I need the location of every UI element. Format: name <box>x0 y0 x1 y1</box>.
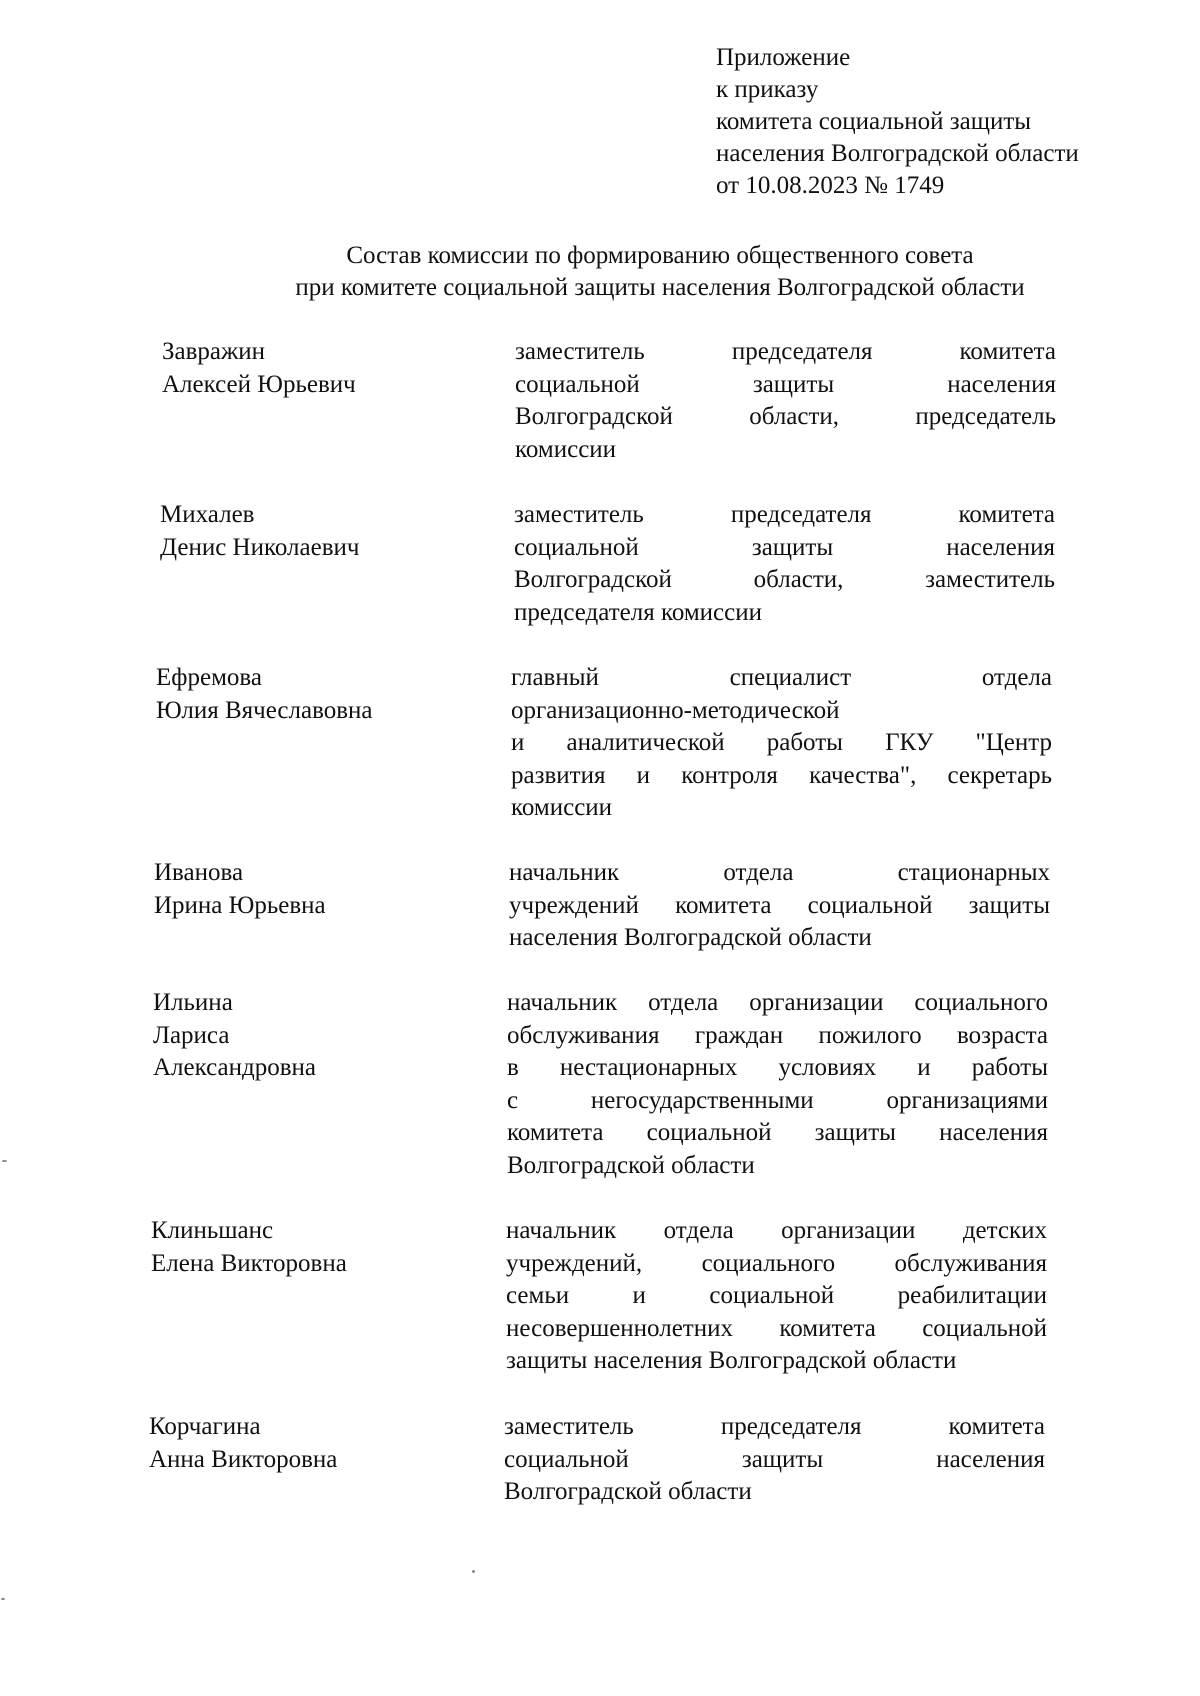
scan-speck <box>472 1570 475 1573</box>
member-position-line: Волгоградской области, заместитель <box>514 566 1055 593</box>
member-position <box>509 857 1050 955</box>
member-position <box>506 1215 1047 1378</box>
member-position-line: заместитель председателя комитета <box>504 1413 1045 1440</box>
member-position-line: в нестационарных условиях и работы <box>507 1054 1048 1081</box>
member-position-line: начальник отдела организации социального <box>507 989 1048 1016</box>
member-name-line: Елена Викторовна <box>151 1249 347 1277</box>
member-position-line: начальник отдела стационарных <box>509 859 1050 886</box>
member-name-line: Юлия Вячеславовна <box>156 696 373 724</box>
member-position-line: заместитель председателя комитета <box>514 501 1055 528</box>
member-position-line: учреждений комитета социальной защиты <box>509 891 1050 919</box>
title-line: Состав комиссии по формированию общественного совета <box>346 242 974 269</box>
appendix-line: населения Волгоградской области <box>716 140 1079 167</box>
member-name-line: Денис Николаевич <box>160 533 360 561</box>
member-name-line: Иванова <box>154 859 244 886</box>
scan-speck <box>1 1598 5 1600</box>
appendix-order-date: от 10.08.2023 № 1749 <box>716 172 945 199</box>
member-position-line: председателя комиссии <box>514 598 762 626</box>
member-position-line: Волгоградской области <box>504 1478 752 1505</box>
member-position-line: населения Волгоградской области <box>509 924 872 951</box>
member-name-line: Ильина <box>153 989 233 1016</box>
member-name-line: Клиньшанс <box>151 1217 274 1244</box>
member-position-line: развития и контроля качества", секретарь <box>511 761 1052 789</box>
member-position <box>504 1411 1045 1509</box>
member-name-line: Анна Викторовна <box>149 1445 338 1473</box>
scan-speck <box>2 1160 7 1162</box>
member-name-line: Ефремова <box>156 664 262 691</box>
member-position-line: семьи и социальной реабилитации <box>506 1282 1047 1309</box>
member-position-line: защиты населения Волгоградской области <box>506 1347 957 1374</box>
member-position <box>515 336 1056 466</box>
document-title <box>160 240 1160 304</box>
appendix-header <box>716 42 1079 202</box>
member-position-line: главный специалист отдела <box>511 664 1052 691</box>
member-position <box>507 987 1048 1182</box>
member-position-line: комитета социальной защиты населения <box>507 1119 1048 1146</box>
member-position-line: комиссии <box>515 435 617 463</box>
member-name <box>153 987 316 1085</box>
member-position-line: учреждений, социального обслуживания <box>506 1249 1047 1277</box>
member-position-line: заместитель председателя комитета <box>515 338 1056 365</box>
member-position-line: Волгоградской области, председатель <box>515 403 1056 430</box>
member-position <box>511 662 1052 825</box>
member-name-line: Алексей Юрьевич <box>162 370 356 398</box>
member-name-line: Лариса <box>153 1021 230 1049</box>
member-name <box>162 336 356 401</box>
member-position-line: обслуживания граждан пожилого возраста <box>507 1021 1048 1049</box>
member-position-line: с негосударственными организациями <box>507 1086 1048 1114</box>
member-name <box>156 662 373 727</box>
member-position-line: социальной защиты населения <box>514 533 1055 561</box>
member-name-line: Корчагина <box>149 1413 261 1440</box>
appendix-line: Приложение <box>716 44 851 71</box>
appendix-line: к приказу <box>716 76 819 103</box>
member-position-line: начальник отдела организации детских <box>506 1217 1047 1244</box>
member-name-line: Завражин <box>162 338 266 365</box>
member-name-line: Михалев <box>160 501 255 528</box>
member-name <box>160 499 359 564</box>
member-name <box>149 1411 337 1476</box>
member-position-line: социальной защиты населения <box>504 1445 1045 1473</box>
member-name-line: Александровна <box>153 1054 317 1081</box>
member-position-line: и аналитической работы ГКУ "Центр <box>511 729 1052 756</box>
member-position-line: организационно-методической <box>511 696 840 724</box>
member-name <box>154 857 326 922</box>
member-position-line: социальной защиты населения <box>515 370 1056 398</box>
member-name <box>151 1215 347 1280</box>
appendix-line: комитета социальной защиты <box>716 108 1032 135</box>
title-line: при комитете социальной защиты населения Волгоградской области <box>295 274 1025 301</box>
member-name-line: Ирина Юрьевна <box>154 891 326 919</box>
member-position-line: Волгоградской области <box>507 1151 755 1179</box>
member-position-line: комиссии <box>511 794 613 821</box>
member-position-line: несовершеннолетних комитета социальной <box>506 1314 1047 1342</box>
member-position <box>514 499 1055 629</box>
